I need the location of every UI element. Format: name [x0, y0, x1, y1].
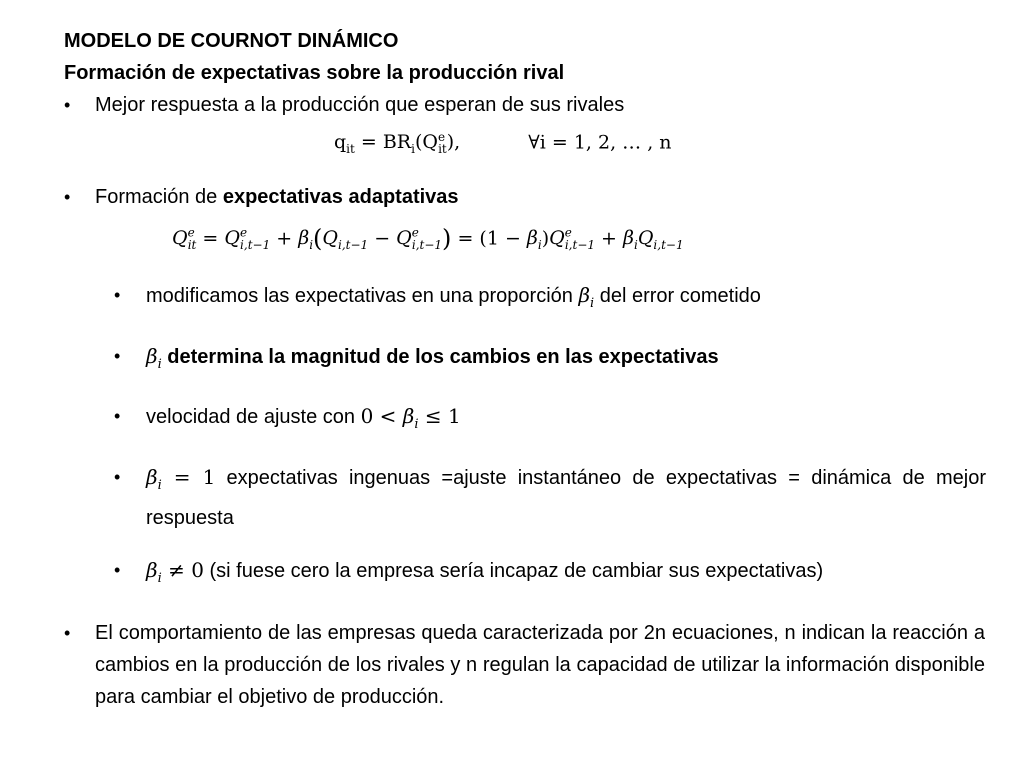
sub-bullet-speed-prefix: velocidad de ajuste con [146, 406, 361, 428]
slide-subtitle: Formación de expectativas sobre la producción rival [64, 62, 565, 84]
bullet-marker: • [64, 623, 71, 643]
math-range: $0 < \beta_i \le 1$ [360, 404, 461, 432]
sub-bullet-marker: • [114, 467, 121, 487]
sub-bullet-nonzero-text: (si fuese cero la empresa sería incapaz de cambiar sus expectativas) [203, 560, 824, 582]
equation-adaptive-expectations: $Q^e_{it} = Q^e_{i,t-1} + \beta_i(Q_{i,t-1} - Q^e_{i,t-1}) = (1 - \beta_i)Q^e_{i,t-1} + \beta_iQ_{i,t-1}$ [172, 224, 684, 253]
bullet-marker: • [64, 95, 71, 115]
math-beta-neq-zero: $\beta_i \ne 0$ [146, 558, 204, 586]
sub-bullet-speed [146, 403, 461, 438]
bullet-adaptive-prefix: Formación de [95, 186, 223, 208]
sub-bullet-proportion-prefix: modificamos las expectativas en una proporción [146, 285, 579, 307]
beta-symbol: $\beta_i$ [146, 344, 162, 372]
equation-best-response: $q_{it} = BR_i(Q^e_{it})$, ∀i = 1, 2, … , n [334, 130, 672, 157]
sub-bullet-marker: • [114, 346, 121, 366]
sub-bullet-nonzero [146, 557, 823, 592]
sub-bullet-naive [146, 461, 986, 534]
bullet-best-response: Mejor respuesta a la producción que esperan de sus rivales [95, 94, 625, 116]
slide-title: MODELO DE COURNOT DINÁMICO [64, 30, 399, 52]
sub-bullet-marker: • [114, 406, 121, 426]
sub-bullet-proportion-suffix: del error cometido [594, 285, 761, 307]
sub-bullet-naive-text: expectativas ingenuas =ajuste instantáneo de expectativas = dinámica de mejor respuesta [146, 467, 986, 529]
math-beta-eq-one: $\beta_i = 1$ [146, 465, 216, 493]
sub-bullet-proportion [146, 282, 761, 317]
bullet-firm-behavior: El comportamiento de las empresas queda caracterizada por 2n ecuaciones, n indican la reacción a cambios en la producción de los rivales y n regulan la capacidad de utilizar la información disponible para cambiar el objetivo de producción. [95, 622, 985, 708]
bullet-adaptive-expectations [95, 184, 459, 210]
sub-bullet-marker: • [114, 560, 121, 580]
sub-bullet-magnitude [146, 343, 719, 378]
bullet-marker: • [64, 187, 71, 207]
sub-bullet-marker: • [114, 285, 121, 305]
sub-bullet-magnitude-text: determina la magnitud de los cambios en las expectativas [161, 346, 719, 368]
bullet-adaptive-bold: expectativas adaptativas [222, 186, 459, 208]
beta-symbol: $\beta_i$ [578, 283, 595, 311]
